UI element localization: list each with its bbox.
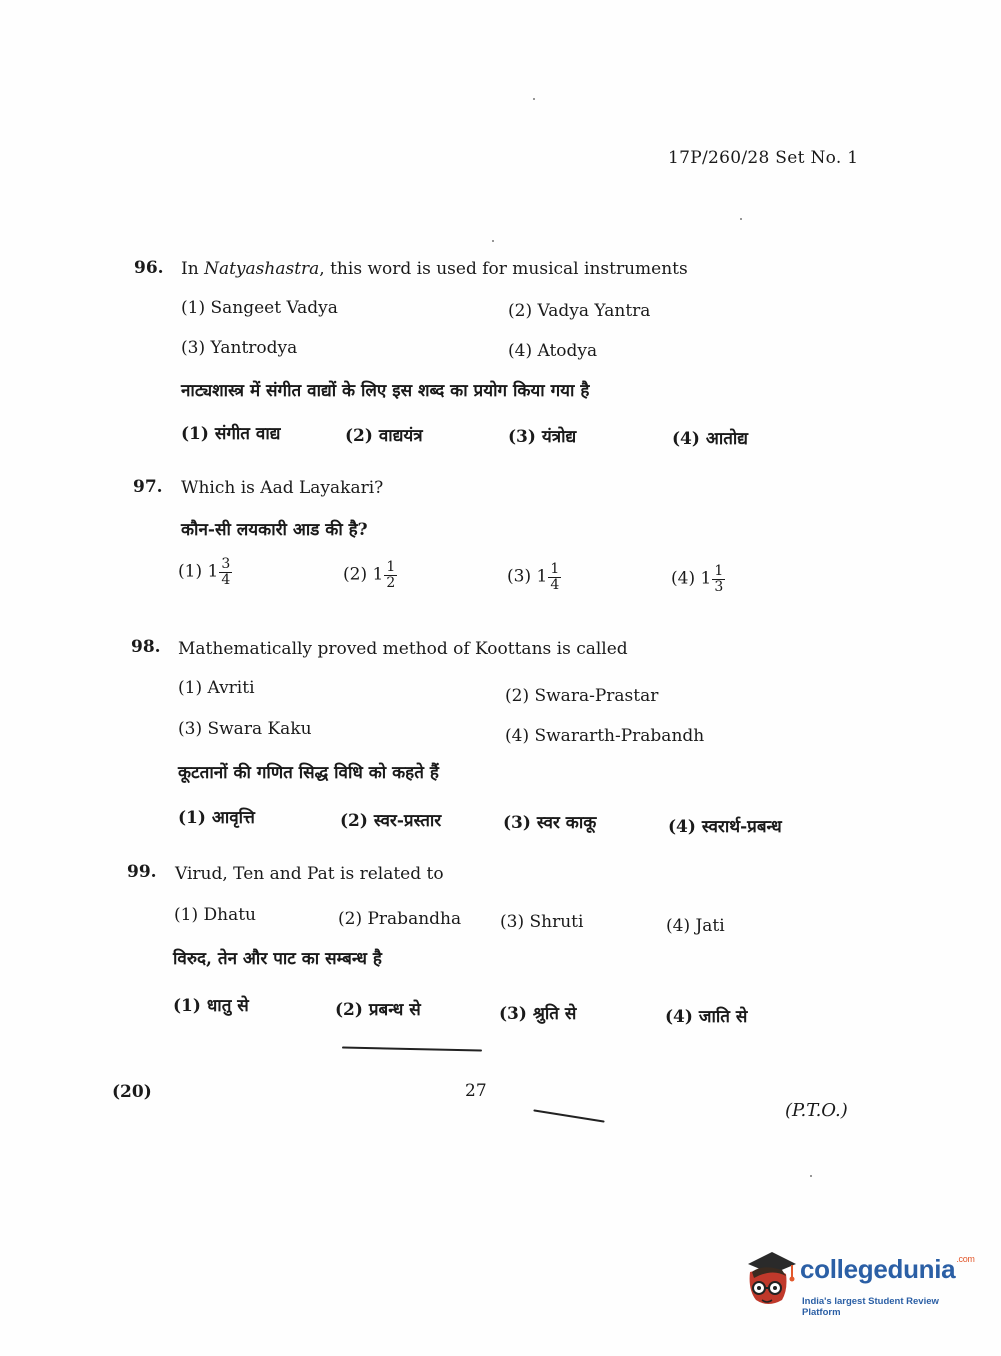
question-text-hindi: कूटतानों की गणित सिद्ध विधि को कहते हैं [178,763,439,783]
option-fraction: (2) 1 $\frac{1}{2}$ [343,559,396,591]
set-code: 17P/260/28 Set No. 1 [668,148,859,168]
fraction: $\frac{3}{4}$ [221,556,231,588]
question-number: 97. [133,477,163,497]
question-number: 96. [134,258,164,278]
page-number: 27 [465,1081,487,1101]
option: (3) Yantrodya [181,338,298,358]
emphasis-text: Natyashastra [204,259,320,279]
option-hindi: (1) धातु से [173,996,249,1016]
brand-name: collegedunia$^{.com}$ [800,1254,975,1284]
scan-speck [810,1175,812,1177]
brand-tagline: India's largest Student Review Platform [802,1296,939,1318]
fraction: $\frac{1}{4}$ [550,561,560,593]
option: (2) Swara-Prastar [505,686,659,706]
fraction: $\frac{1}{2}$ [386,559,396,591]
option-hindi: (3) स्वर काकू [503,813,597,833]
option-hindi: (3) श्रुति से [499,1004,577,1024]
fraction: $\frac{1}{3}$ [714,563,724,595]
option: (3) Swara Kaku [178,719,312,739]
end-rule [342,1047,482,1052]
option-fraction: (4) 1 $\frac{1}{3}$ [671,563,724,595]
option-hindi: (1) संगीत वाद्य [181,424,281,444]
option-hindi: (4) जाति से [665,1007,748,1027]
option-hindi: (2) प्रबन्ध से [335,1000,421,1020]
scan-speck [492,240,494,242]
option-hindi: (4) आतोद्य [672,429,749,449]
option-fraction: (1) 1 $\frac{3}{4}$ [178,556,231,588]
scan-speck [533,98,535,100]
option-hindi: (1) आवृत्ति [178,808,255,828]
question-text-hindi: विरुद, तेन और पाट का सम्बन्ध है [173,949,382,969]
option-hindi: (2) वाद्ययंत्र [345,426,423,446]
question-text: Mathematically proved method of Koottans is called [178,639,628,659]
collegedunia-logo [742,1250,975,1320]
option: (4) Atodya [508,341,598,361]
option-hindi: (3) यंत्रोद्य [508,427,577,447]
option: (2) Vadya Yantra [508,301,651,321]
question-number: 98. [131,637,161,657]
option-fraction: (3) 1 $\frac{1}{4}$ [507,561,560,593]
question-text: Virud, Ten and Pat is related to [175,864,444,884]
option: (4) Swararth-Prabandh [505,726,705,746]
mascot-icon [742,1250,798,1316]
footer-code: (20) [112,1082,152,1102]
end-rule [533,1109,604,1122]
option: (1) Sangeet Vadya [181,298,338,318]
option-hindi: (4) स्वरार्थ-प्रबन्ध [668,817,782,837]
option: (4) Jati [666,916,725,936]
question-number: 99. [127,862,157,882]
question-text: In Natyashastra, this word is used for musical instruments [181,259,688,279]
option: (2) Prabandha [338,909,462,929]
option: (3) Shruti [500,912,584,932]
question-text-hindi: कौन-सी लयकारी आड की है? [181,520,368,540]
question-text: Which is Aad Layakari? [181,478,384,498]
option: (1) Dhatu [174,905,256,925]
question-text-hindi: नाट्यशास्त्र में संगीत वाद्यों के लिए इस शब्द का प्रयोग किया गया है [181,381,590,401]
scan-speck [740,218,742,220]
pto-label: (P.T.O.) [785,1100,848,1121]
option-hindi: (2) स्वर-प्रस्तार [340,811,442,831]
option: (1) Avriti [178,678,255,698]
